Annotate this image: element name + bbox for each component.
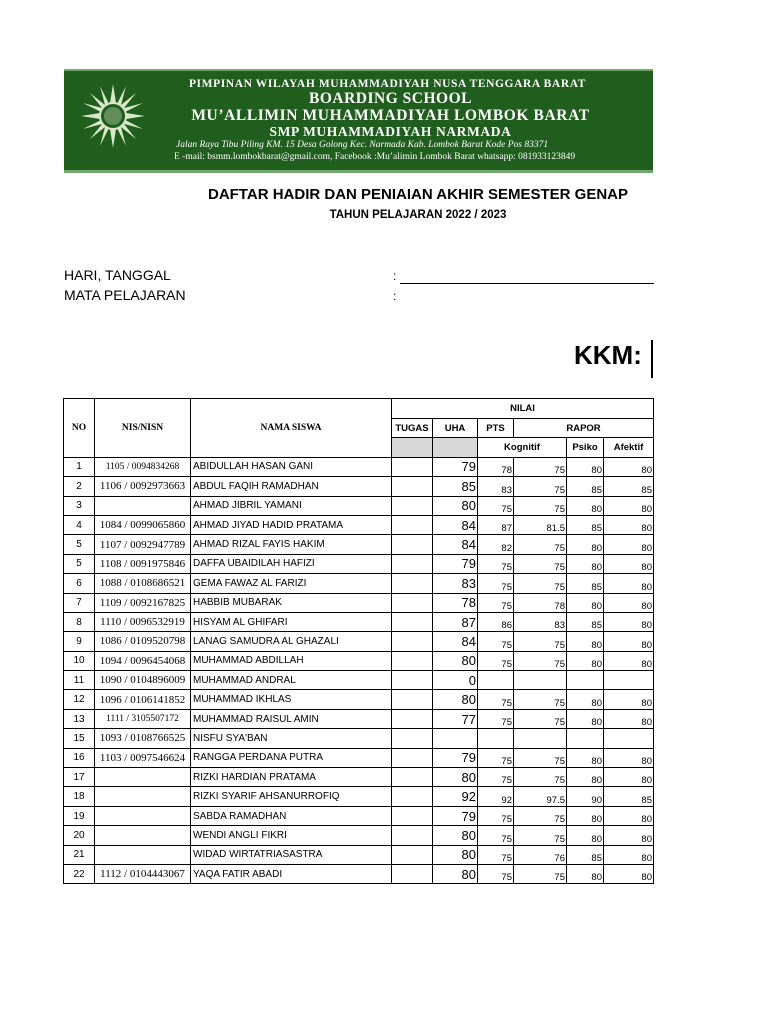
student-tugas: [392, 748, 433, 767]
student-nis: [95, 787, 191, 806]
student-no: 12: [64, 690, 95, 709]
student-tugas: [392, 806, 433, 825]
table-row: [64, 535, 654, 554]
student-kognitif: 75: [514, 477, 567, 496]
student-afektif: 80: [604, 651, 654, 670]
student-kognitif: 75: [514, 651, 567, 670]
header-no: NO: [64, 399, 95, 458]
student-uha: 80: [433, 496, 478, 515]
student-name: AHMAD RIZAL FAYIS HAKIM: [191, 535, 392, 554]
student-kognitif: 75: [514, 535, 567, 554]
table-row: [64, 864, 654, 883]
student-kognitif: 75: [514, 690, 567, 709]
student-pts: 75: [478, 826, 514, 845]
student-tugas: [392, 671, 433, 690]
student-afektif: [604, 729, 654, 748]
student-uha: 80: [433, 845, 478, 864]
table-row: [64, 826, 654, 845]
student-afektif: 80: [604, 515, 654, 534]
student-no: 2: [64, 477, 95, 496]
header-nilai: NILAI: [392, 399, 654, 419]
student-pts: 75: [478, 690, 514, 709]
student-psiko: 80: [567, 709, 604, 728]
student-name: RANGGA PERDANA PUTRA: [191, 748, 392, 767]
student-name: HABBIB MUBARAK: [191, 593, 392, 612]
table-row: [64, 845, 654, 864]
student-uha: [433, 729, 478, 748]
student-no: 20: [64, 826, 95, 845]
student-name: MUHAMMAD ANDRAL: [191, 671, 392, 690]
student-afektif: 80: [604, 845, 654, 864]
student-psiko: 80: [567, 806, 604, 825]
banner-smp-name: SMP MUHAMMADIYAH NARMADA: [269, 124, 512, 139]
student-tugas: [392, 787, 433, 806]
student-pts: 75: [478, 632, 514, 651]
student-nis: 1088 / 0108686521: [95, 574, 191, 593]
student-nis: 1112 / 0104443067: [95, 864, 191, 883]
student-psiko: 80: [567, 496, 604, 515]
student-afektif: 80: [604, 806, 654, 825]
student-kognitif: 75: [514, 748, 567, 767]
student-psiko: 80: [567, 826, 604, 845]
student-kognitif: 76: [514, 845, 567, 864]
student-uha: 85: [433, 477, 478, 496]
student-uha: 84: [433, 515, 478, 534]
student-nis: 1090 / 0104896009: [95, 671, 191, 690]
student-name: AHMAD JIYAD HADID PRATAMA: [191, 515, 392, 534]
header-kognitif: Kognitif: [478, 438, 567, 457]
student-psiko: 85: [567, 515, 604, 534]
student-psiko: 80: [567, 864, 604, 883]
student-afektif: 80: [604, 457, 654, 476]
student-tugas: [392, 477, 433, 496]
student-no: 11: [64, 671, 95, 690]
banner-school-name: MU’ALLIMIN MUHAMMADIYAH LOMBOK BARAT: [191, 107, 590, 124]
student-afektif: 85: [604, 787, 654, 806]
table-row: [64, 593, 654, 612]
student-pts: 75: [478, 845, 514, 864]
banner-school-type: BOARDING SCHOOL: [309, 90, 472, 107]
student-tugas: [392, 690, 433, 709]
banner-contact: E -mail: bsmm.lombokbarat@gmail.com, Facebook :Mu’alimin Lombok Barat whatsapp: 081933123849: [174, 152, 576, 162]
table-row: [64, 709, 654, 728]
student-nis: [95, 496, 191, 515]
student-kognitif: 75: [514, 864, 567, 883]
student-no: 16: [64, 748, 95, 767]
table-row: [64, 515, 654, 534]
student-afektif: 80: [604, 632, 654, 651]
student-no: 13: [64, 709, 95, 728]
student-psiko: 80: [567, 593, 604, 612]
student-afektif: 80: [604, 864, 654, 883]
student-afektif: 80: [604, 574, 654, 593]
student-tugas: [392, 535, 433, 554]
student-name: RIZKI HARDIAN PRATAMA: [191, 768, 392, 787]
table-row: [64, 496, 654, 515]
student-tugas: [392, 457, 433, 476]
student-pts: 83: [478, 477, 514, 496]
student-name: LANAG SAMUDRA AL GHAZALI: [191, 632, 392, 651]
student-no: 6: [64, 574, 95, 593]
student-psiko: 80: [567, 768, 604, 787]
student-tugas: [392, 515, 433, 534]
student-psiko: 80: [567, 748, 604, 767]
student-nis: 1107 / 0092947789: [95, 535, 191, 554]
student-kognitif: 81.5: [514, 515, 567, 534]
student-no: 17: [64, 768, 95, 787]
student-tugas: [392, 845, 433, 864]
student-no: 18: [64, 787, 95, 806]
table-row: [64, 477, 654, 496]
student-uha: 79: [433, 806, 478, 825]
student-uha: 80: [433, 690, 478, 709]
table-row: [64, 768, 654, 787]
student-nis: 1108 / 0091975846: [95, 554, 191, 573]
student-no: 22: [64, 864, 95, 883]
table-row: [64, 612, 654, 631]
student-no: 10: [64, 651, 95, 670]
student-uha: 79: [433, 457, 478, 476]
student-psiko: 85: [567, 574, 604, 593]
student-psiko: 80: [567, 457, 604, 476]
header-uha: UHA: [433, 419, 478, 438]
banner-address: Jalan Raya Tibu Piling KM. 15 Desa Golong Kec. Narmada Kab. Lombok Barat Kode Pos 83371: [176, 140, 549, 150]
student-name: AHMAD JIBRIL YAMANI: [191, 496, 392, 515]
student-nis: 1105 / 0094834268: [95, 457, 191, 476]
student-tugas: [392, 768, 433, 787]
student-pts: 82: [478, 535, 514, 554]
student-psiko: 85: [567, 477, 604, 496]
student-kognitif: 83: [514, 612, 567, 631]
student-tugas: [392, 632, 433, 651]
student-no: 19: [64, 806, 95, 825]
student-uha: 92: [433, 787, 478, 806]
student-nis: 1111 / 3105507172: [95, 709, 191, 728]
student-pts: 87: [478, 515, 514, 534]
student-afektif: 80: [604, 593, 654, 612]
student-pts: 75: [478, 496, 514, 515]
document-subtitle: TAHUN PELAJARAN 2022 / 2023: [329, 209, 507, 221]
header-tugas: TUGAS: [392, 419, 433, 438]
student-name: ABIDULLAH HASAN GANI: [191, 457, 392, 476]
student-nis: [95, 768, 191, 787]
grades-table-body: [64, 457, 654, 884]
student-name: DAFFA UBAIDILAH HAFIZI: [191, 554, 392, 573]
student-name: ABDUL FAQIH RAMADHAN: [191, 477, 392, 496]
student-uha: 84: [433, 632, 478, 651]
header-uha-sub: [433, 438, 478, 457]
student-uha: 80: [433, 651, 478, 670]
student-kognitif: 75: [514, 554, 567, 573]
student-afektif: 80: [604, 826, 654, 845]
student-nis: [95, 806, 191, 825]
banner-organization: PIMPINAN WILAYAH MUHAMMADIYAH NUSA TENGGARA BARAT: [188, 78, 587, 90]
student-name: WIDAD WIRTATRIASASTRA: [191, 845, 392, 864]
grades-table: [63, 398, 654, 884]
student-kognitif: 75: [514, 768, 567, 787]
student-uha: 78: [433, 593, 478, 612]
student-name: GEMA FAWAZ AL FARIZI: [191, 574, 392, 593]
student-kognitif: 78: [514, 593, 567, 612]
student-tugas: [392, 729, 433, 748]
student-name: SABDA RAMADHAN: [191, 806, 392, 825]
student-kognitif: 75: [514, 457, 567, 476]
student-kognitif: 97.5: [514, 787, 567, 806]
student-name: MUHAMMAD RAISUL AMIN: [191, 709, 392, 728]
student-uha: 87: [433, 612, 478, 631]
student-uha: 80: [433, 826, 478, 845]
letterhead-banner: [64, 69, 653, 173]
student-no: 7: [64, 593, 95, 612]
table-row: [64, 690, 654, 709]
student-pts: 75: [478, 768, 514, 787]
table-row: [64, 554, 654, 573]
date-fill-line: [400, 283, 654, 284]
student-afektif: [604, 671, 654, 690]
student-tugas: [392, 709, 433, 728]
table-row: [64, 651, 654, 670]
table-row: [64, 729, 654, 748]
subject-label: MATA PELAJARAN: [64, 287, 186, 303]
student-psiko: [567, 729, 604, 748]
student-name: WENDI ANGLI FIKRI: [191, 826, 392, 845]
student-kognitif: 75: [514, 496, 567, 515]
student-kognitif: 75: [514, 806, 567, 825]
student-psiko: 85: [567, 612, 604, 631]
header-rapor: RAPOR: [514, 419, 654, 438]
student-afektif: 80: [604, 709, 654, 728]
student-uha: 84: [433, 535, 478, 554]
student-pts: 92: [478, 787, 514, 806]
header-pts: PTS: [478, 419, 514, 438]
student-psiko: 80: [567, 651, 604, 670]
student-pts: 75: [478, 709, 514, 728]
header-nis: NIS/NISN: [95, 399, 191, 458]
student-uha: 79: [433, 554, 478, 573]
student-tugas: [392, 593, 433, 612]
student-psiko: 80: [567, 535, 604, 554]
header-tugas-sub: [392, 438, 433, 457]
student-name: MUHAMMAD IKHLAS: [191, 690, 392, 709]
table-row: [64, 632, 654, 651]
table-row: [64, 748, 654, 767]
student-nis: [95, 826, 191, 845]
table-row: [64, 671, 654, 690]
student-afektif: 80: [604, 535, 654, 554]
student-pts: 75: [478, 554, 514, 573]
date-label: HARI, TANGGAL: [64, 267, 171, 283]
student-uha: 80: [433, 864, 478, 883]
header-psiko: Psiko: [567, 438, 604, 457]
student-pts: 78: [478, 457, 514, 476]
document-title: DAFTAR HADIR DAN PENIAIAN AKHIR SEMESTER GENAP: [207, 186, 628, 203]
student-pts: 86: [478, 612, 514, 631]
student-name: MUHAMMAD ABDILLAH: [191, 651, 392, 670]
student-kognitif: 75: [514, 632, 567, 651]
student-psiko: 85: [567, 845, 604, 864]
student-afektif: 80: [604, 612, 654, 631]
student-uha: 83: [433, 574, 478, 593]
student-nis: 1109 / 0092167825: [95, 593, 191, 612]
date-colon: :: [393, 269, 397, 283]
student-nis: 1086 / 0109520798: [95, 632, 191, 651]
header-name: NAMA SISWA: [191, 399, 392, 458]
student-pts: 75: [478, 748, 514, 767]
student-psiko: 80: [567, 632, 604, 651]
student-pts: [478, 671, 514, 690]
student-afektif: 80: [604, 554, 654, 573]
student-name: YAQA FATIR ABADI: [191, 864, 392, 883]
student-uha: 80: [433, 768, 478, 787]
student-nis: 1094 / 0096454068: [95, 651, 191, 670]
student-pts: 75: [478, 864, 514, 883]
student-kognitif: [514, 671, 567, 690]
student-afektif: 80: [604, 496, 654, 515]
student-uha: 0: [433, 671, 478, 690]
student-name: NISFU SYA'BAN: [191, 729, 392, 748]
student-afektif: 80: [604, 768, 654, 787]
kkm-value-cursor: [651, 340, 653, 378]
student-pts: 75: [478, 574, 514, 593]
student-no: 15: [64, 729, 95, 748]
student-pts: 75: [478, 593, 514, 612]
student-no: 21: [64, 845, 95, 864]
student-psiko: 80: [567, 690, 604, 709]
student-no: 3: [64, 496, 95, 515]
student-tugas: [392, 496, 433, 515]
student-nis: 1096 / 0106141852: [95, 690, 191, 709]
student-kognitif: 75: [514, 709, 567, 728]
student-kognitif: 75: [514, 574, 567, 593]
table-row: [64, 787, 654, 806]
table-row: [64, 806, 654, 825]
student-psiko: 90: [567, 787, 604, 806]
student-pts: 75: [478, 806, 514, 825]
student-nis: 1084 / 0099065860: [95, 515, 191, 534]
student-psiko: 80: [567, 554, 604, 573]
student-no: 5: [64, 535, 95, 554]
student-no: 8: [64, 612, 95, 631]
student-nis: 1093 / 0108766525: [95, 729, 191, 748]
student-tugas: [392, 651, 433, 670]
student-afektif: 80: [604, 748, 654, 767]
student-name: RIZKI SYARIF AHSANURROFIQ: [191, 787, 392, 806]
student-tugas: [392, 826, 433, 845]
student-psiko: [567, 671, 604, 690]
student-nis: 1110 / 0096532919: [95, 612, 191, 631]
student-kognitif: [514, 729, 567, 748]
student-nis: 1106 / 0092973663: [95, 477, 191, 496]
student-pts: [478, 729, 514, 748]
student-no: 9: [64, 632, 95, 651]
subject-colon: :: [393, 289, 397, 303]
student-tugas: [392, 612, 433, 631]
kkm-label: KKM:: [574, 340, 642, 370]
student-afektif: 80: [604, 690, 654, 709]
student-tugas: [392, 574, 433, 593]
table-row: [64, 457, 654, 476]
table-row: [64, 574, 654, 593]
student-name: HISYAM AL GHIFARI: [191, 612, 392, 631]
student-uha: 79: [433, 748, 478, 767]
student-tugas: [392, 554, 433, 573]
student-nis: 1103 / 0097546624: [95, 748, 191, 767]
student-no: 4: [64, 515, 95, 534]
student-afektif: 85: [604, 477, 654, 496]
student-nis: [95, 845, 191, 864]
student-no: 5: [64, 554, 95, 573]
student-tugas: [392, 864, 433, 883]
student-pts: 75: [478, 651, 514, 670]
student-no: 1: [64, 457, 95, 476]
student-uha: 77: [433, 709, 478, 728]
student-kognitif: 75: [514, 826, 567, 845]
header-afektif: Afektif: [604, 438, 654, 457]
